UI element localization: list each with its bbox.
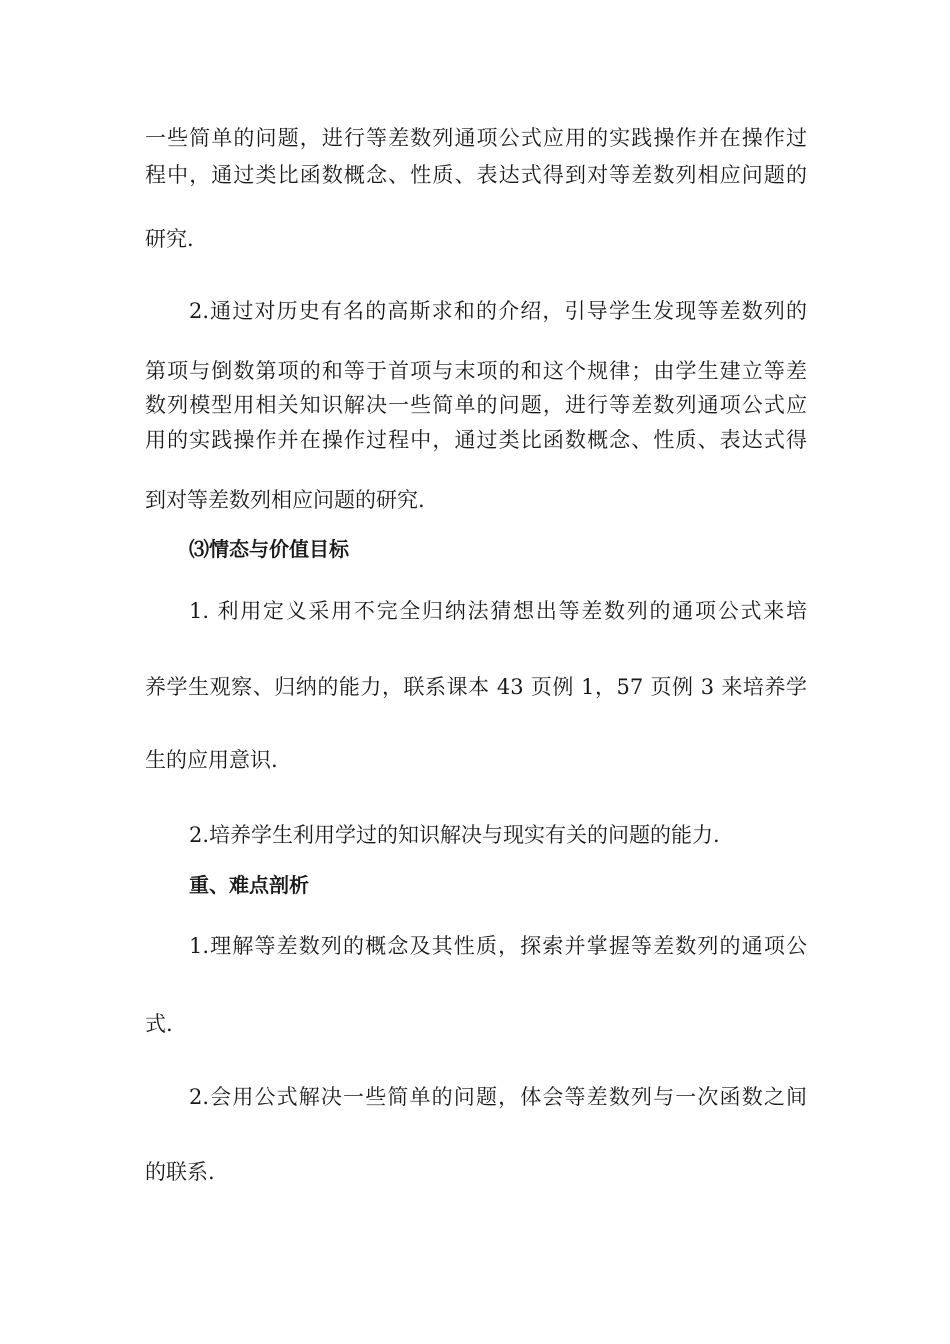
section-heading: 重、难点剖析 [189,873,309,897]
paragraph-line: 1. 利用定义采用不完全归纳法猜想出等差数列的通项公式来培 [189,599,807,623]
paragraph-line: 生的应用意识. [145,748,278,772]
paragraph-line: 1.理解等差数列的概念及其性质，探索并掌握等差数列的通项公 [189,934,807,958]
paragraph-line: 2.会用公式解决一些简单的问题，体会等差数列与一次函数之间 [189,1085,807,1109]
paragraph-line: 养学生观察、归纳的能力，联系课本 43 页例 1，57 页例 3 来培养学 [145,675,807,699]
paragraph-line: 数列模型用相关知识解决一些简单的问题，进行等差数列通项公式应 [145,393,807,417]
paragraph-line: 2.培养学生利用学过的知识解决与现实有关的问题的能力. [189,823,720,847]
paragraph-line: 程中，通过类比函数概念、性质、表达式得到对等差数列相应问题的 [145,163,807,187]
paragraph-line: 一些简单的问题，进行等差数列通项公式应用的实践操作并在操作过 [145,126,807,150]
paragraph-line: 用的实践操作并在操作过程中，通过类比函数概念、性质、表达式得 [145,428,807,452]
paragraph-line: 研究. [145,227,194,251]
section-heading: ⑶情态与价值目标 [189,537,349,561]
paragraph-line: 到对等差数列相应问题的研究. [145,488,425,512]
paragraph-line: 第项与倒数第项的和等于首项与末项的和这个规律；由学生建立等差 [145,359,807,383]
paragraph-line: 的联系. [145,1160,215,1184]
paragraph-line: 式. [145,1012,173,1036]
paragraph-line: 2.通过对历史有名的高斯求和的介绍，引导学生发现等差数列的 [189,299,807,323]
